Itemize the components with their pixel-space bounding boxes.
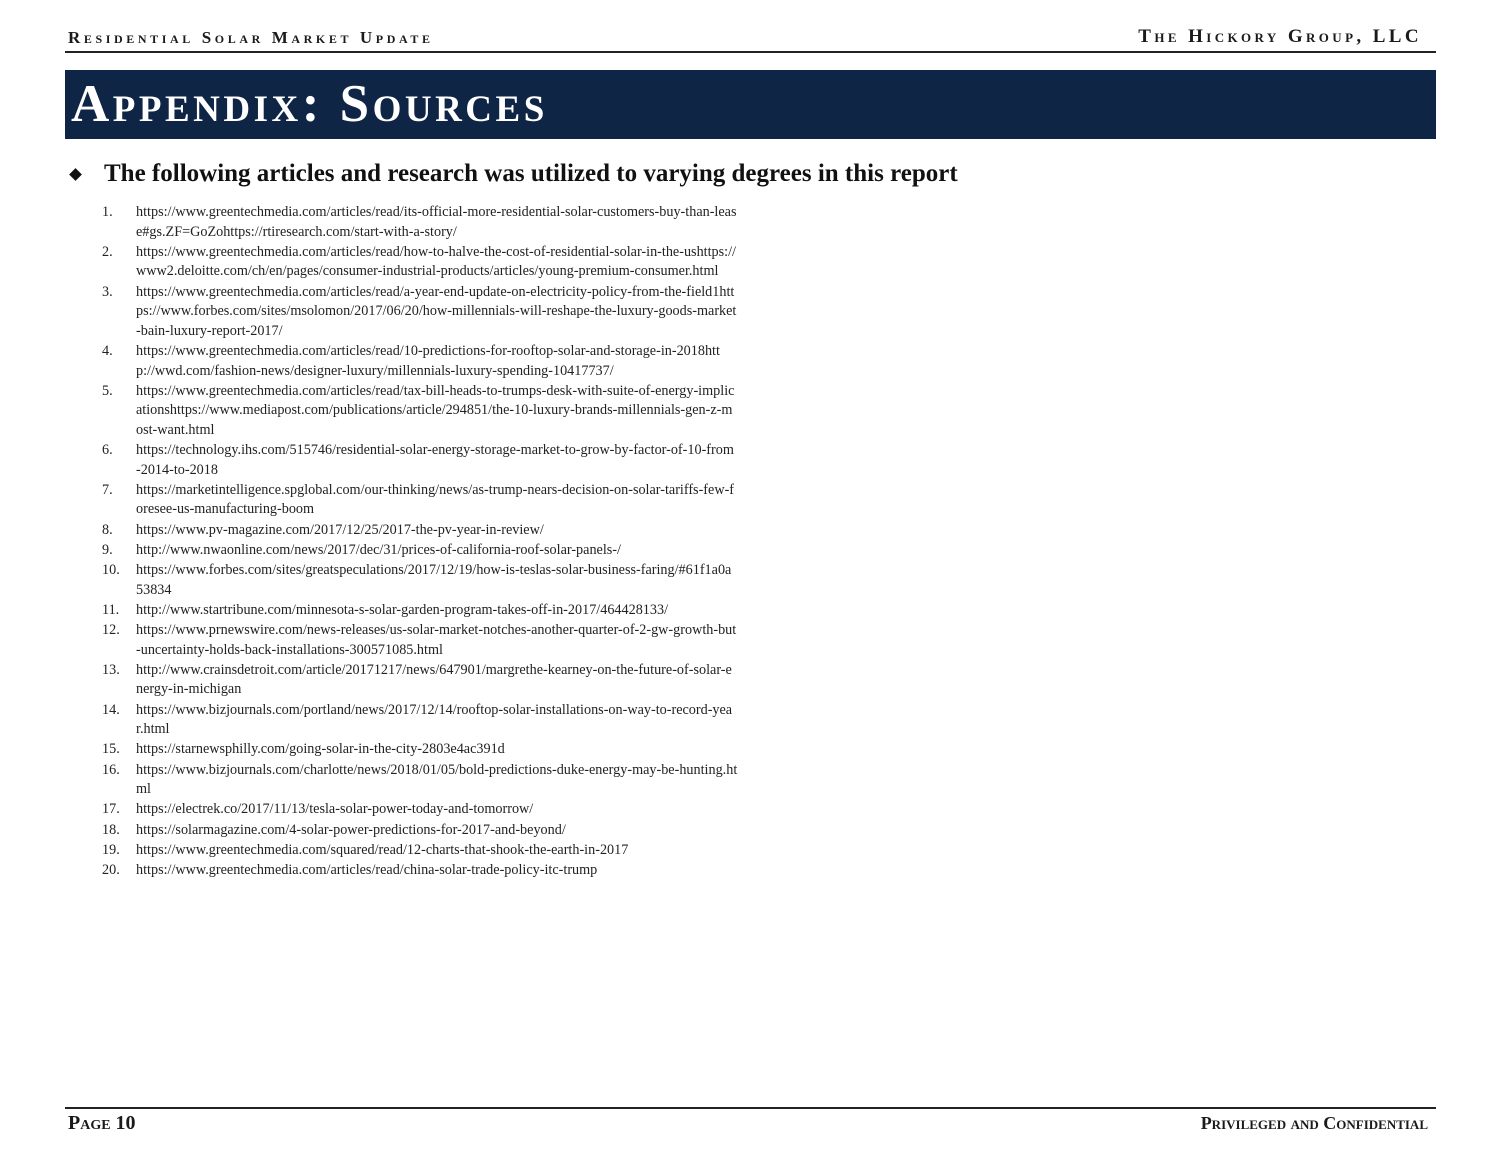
source-link[interactable]: https://www.prnewswire.com/news-releases/us-solar-market-notches-another-quarter-of-2-gw-growth-but-uncertainty-holds-back-installations-300571085.html (136, 622, 737, 658)
source-link[interactable]: https://www.bizjournals.com/portland/news/2017/12/14/rooftop-solar-installations-on-way-to-record-year.html (136, 701, 733, 738)
source-link[interactable]: https://marketintelligence.spglobal.com/our-thinking/news/as-trump-nears-decision-on-solar-tariffs-few-foresee-us-manufacturing-boom (136, 481, 735, 518)
source-number: 17. (102, 801, 120, 818)
source-item (98, 661, 738, 700)
source-number: 9. (102, 541, 113, 558)
source-item (98, 561, 738, 600)
source-link[interactable]: https://www.greentechmedia.com/articles/read/china-solar-trade-policy-itc-trump (136, 861, 598, 878)
source-item (98, 740, 738, 760)
source-number: 12. (102, 622, 120, 638)
source-item (98, 701, 738, 740)
source-link[interactable]: http://www.nwaonline.com/news/2017/dec/31/prices-of-california-roof-solar-panels-/ (136, 541, 621, 558)
page-number: Page 10 (68, 1112, 136, 1134)
source-link[interactable]: https://www.forbes.com/sites/greatspeculations/2017/12/19/how-is-teslas-solar-business-faring/#61f1a0a53834 (136, 562, 732, 598)
intro-text: The following articles and research was utilized to varying degrees in this report (104, 160, 958, 187)
source-item (98, 841, 738, 861)
source-item (98, 521, 738, 541)
header-divider (65, 51, 1436, 53)
source-item (98, 861, 738, 881)
section-banner (65, 70, 1436, 139)
source-item (98, 203, 738, 242)
source-item (98, 441, 738, 480)
source-item (98, 342, 738, 381)
company-name: The Hickory Group, LLC (1138, 26, 1422, 47)
source-number: 8. (102, 521, 113, 538)
source-link[interactable]: https://www.bizjournals.com/charlotte/news/2018/01/05/bold-predictions-duke-energy-may-be-hunting.html (136, 761, 738, 798)
source-item (98, 821, 738, 841)
source-item (98, 541, 738, 561)
source-link[interactable]: https://technology.ihs.com/515746/residential-solar-energy-storage-market-to-grow-by-factor-of-10-from-2014-to-2018 (136, 442, 734, 478)
source-link[interactable]: https://www.greentechmedia.com/articles/read/a-year-end-update-on-electricity-policy-from-the-field1https://www.forbes.com/sites/msolomon/2017/06/20/how-millennials-will-reshape-the-luxury-goods-market-bain-luxury-report-2017/ (136, 283, 737, 339)
source-number: 7. (102, 481, 113, 498)
source-link[interactable]: https://www.greentechmedia.com/articles/read/how-to-halve-the-cost-of-residential-solar-in-the-ushttps://www2.deloitte.com/ch/en/pages/consumer-industrial-products/articles/young-premium-consumer.html (136, 243, 736, 280)
source-number: 11. (102, 601, 120, 618)
source-number: 14. (102, 701, 120, 718)
source-item (98, 481, 738, 520)
intro-statement (68, 160, 958, 188)
source-number: 13. (102, 661, 120, 678)
source-number: 15. (102, 741, 120, 758)
source-link[interactable]: https://solarmagazine.com/4-solar-power-predictions-for-2017-and-beyond/ (136, 821, 566, 838)
source-link[interactable]: https://www.greentechmedia.com/articles/read/tax-bill-heads-to-trumps-desk-with-suite-of-energy-implicationshttps://www.mediapost.com/publications/article/294851/the-10-luxury-brands-millennials-gen-z-most-want.html (136, 382, 735, 438)
sources-list (98, 203, 738, 881)
source-number: 1. (102, 204, 113, 220)
source-number: 6. (102, 442, 113, 459)
page-title: Appendix: Sources (71, 75, 548, 133)
source-item (98, 761, 738, 800)
diamond-bullet-icon (69, 168, 82, 181)
source-number: 5. (102, 382, 113, 399)
source-number: 19. (102, 841, 120, 858)
source-link[interactable]: https://www.greentechmedia.com/articles/read/10-predictions-for-rooftop-solar-and-storage-in-2018http://wwd.com/fashion-news/designer-luxury/millennials-luxury-spending-10417737/ (136, 342, 720, 379)
footer-divider (65, 1107, 1436, 1109)
source-link[interactable]: https://www.pv-magazine.com/2017/12/25/2017-the-pv-year-in-review/ (136, 521, 544, 538)
source-item (98, 382, 738, 441)
source-link[interactable]: http://www.crainsdetroit.com/article/20171217/news/647901/margrethe-kearney-on-the-future-of-solar-energy-in-michigan (136, 661, 732, 698)
source-link[interactable]: https://starnewsphilly.com/going-solar-in-the-city-2803e4ac391d (136, 741, 505, 758)
source-number: 18. (102, 821, 120, 838)
report-title: Residential Solar Market Update (68, 28, 434, 47)
source-item (98, 243, 738, 282)
source-number: 16. (102, 761, 120, 778)
source-number: 2. (102, 243, 113, 260)
source-item (98, 621, 738, 660)
source-number: 3. (102, 283, 113, 300)
source-item (98, 601, 738, 621)
confidentiality-notice: Privileged and Confidential (1200, 1113, 1428, 1133)
source-item (98, 283, 738, 342)
source-link[interactable]: https://electrek.co/2017/11/13/tesla-solar-power-today-and-tomorrow/ (136, 801, 534, 818)
source-item (98, 800, 738, 820)
source-number: 4. (102, 342, 113, 359)
source-link[interactable]: http://www.startribune.com/minnesota-s-solar-garden-program-takes-off-in-2017/464428133/ (136, 601, 669, 618)
source-number: 10. (102, 562, 120, 579)
source-link[interactable]: https://www.greentechmedia.com/squared/read/12-charts-that-shook-the-earth-in-2017 (136, 841, 629, 858)
source-number: 20. (102, 861, 120, 878)
source-link[interactable]: https://www.greentechmedia.com/articles/read/its-official-more-residential-solar-customers-buy-than-lease#gs.ZF=GoZohttps://rtiresearch.com/start-with-a-story/ (136, 204, 737, 240)
